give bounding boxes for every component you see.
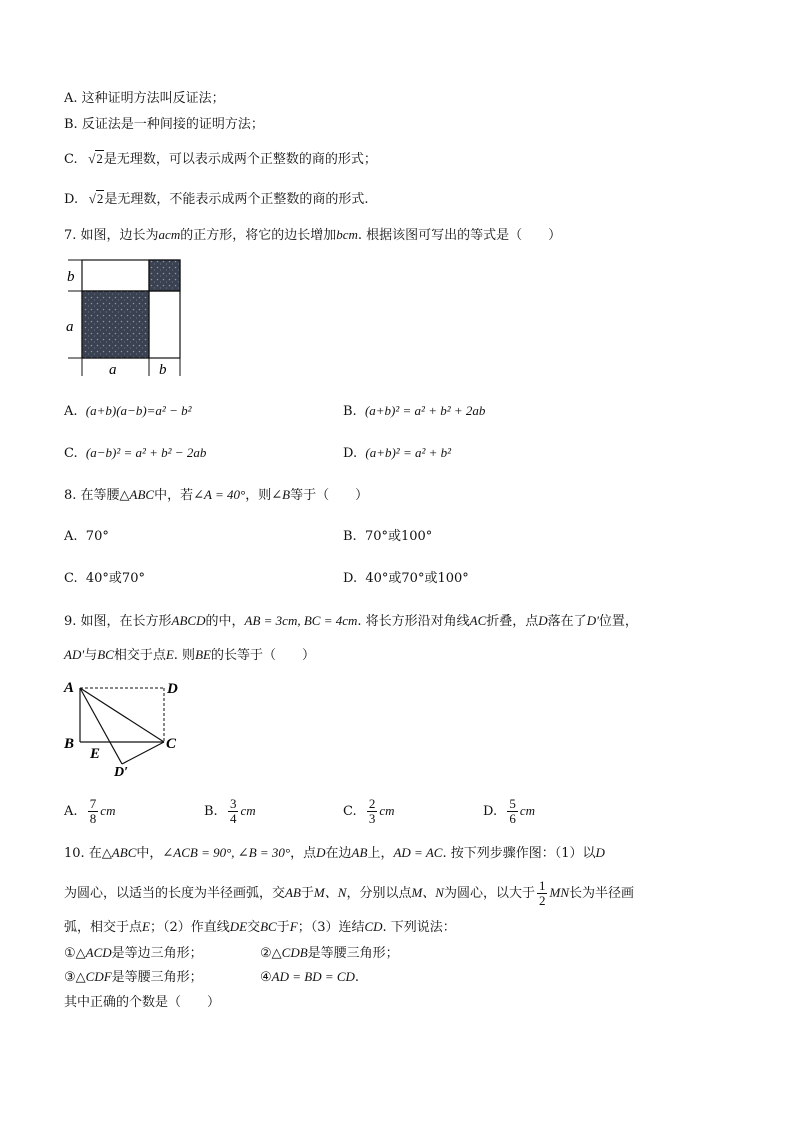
- q9-option-d: D. $\frac{5}{6}$ cm: [483, 796, 536, 826]
- sqrt-symbol: √2: [82, 191, 104, 206]
- option-label: D.: [64, 192, 79, 207]
- q6-option-d: [64, 190, 369, 209]
- q8-option-a: A. 70°: [64, 529, 109, 544]
- q10-statement-4: ④AD = BD = CD.: [260, 969, 360, 985]
- q8-option-c: C. 40°或70°: [64, 571, 145, 586]
- shaded-square-a: [82, 291, 149, 358]
- q7-square-figure: [60, 254, 190, 382]
- label-a-bottom: a: [109, 362, 117, 378]
- label-A: A: [64, 680, 75, 696]
- q6-option-b: B. 反证法是一种间接的证明方法；: [64, 117, 264, 132]
- q7-option-d: D. (a+b)² = a² + b²: [343, 445, 452, 461]
- fraction: $\frac{7}{8}$: [89, 796, 97, 826]
- q9-stem-line1: 9. 如图，在长方形ABCD的中，AB = 3cm, BC = 4cm. 将长方形沿对角线AC折叠，点D落在了D′位置，: [64, 613, 638, 629]
- q10-stem-line1: 10. 在△ABC中，∠ACB = 90°, ∠B = 30°，点D在边AB上，AD = AC. 按下列步骤作图：（1）以D: [64, 845, 605, 861]
- q6-option-c: [64, 150, 377, 169]
- q10-stem-line2: 为圆心，以适当的长度为半径画弧，交AB于M、N，分别以点M、N为圆心，以大于 $\frac{1}{2}$ MN长为半径画: [64, 878, 634, 908]
- label-C: C: [166, 736, 177, 752]
- q8-option-d: D. 40°或70°或100°: [343, 571, 469, 586]
- q7-option-a: A. (a+b)(a−b)=a² − b²: [64, 403, 192, 419]
- q10-statement-3: ③△CDF是等腰三角形；: [64, 969, 203, 985]
- q7-option-b: B. (a+b)² = a² + b² + 2ab: [343, 403, 486, 419]
- q8-option-b: B. 70°或100°: [343, 529, 433, 544]
- sqrt-symbol: √2: [81, 151, 103, 166]
- option-label: C.: [64, 152, 78, 167]
- q7-stem: 7. 如图，边长为acm的正方形，将它的边长增加bcm. 根据该图可写出的等式是（ ）: [64, 227, 562, 243]
- q9-option-a: A. $\frac{7}{8}$ cm: [64, 796, 116, 826]
- q9-option-c: C. $\frac{2}{3}$ cm: [343, 796, 395, 826]
- shaded-square-b: [149, 260, 180, 291]
- label-b-left: b: [67, 269, 75, 285]
- q10-statement-2: ②△CDB是等腰三角形；: [260, 945, 399, 961]
- label-B: B: [64, 736, 75, 752]
- label-E: E: [90, 746, 101, 762]
- option-text: 是无理数，可以表示成两个正整数的商的形式；: [103, 152, 377, 167]
- label-D: D: [167, 681, 178, 697]
- q9-option-b: B. $\frac{3}{4}$ cm: [204, 796, 256, 826]
- q9-rectangle-fold-figure: [60, 676, 190, 780]
- option-text: 是无理数，不能表示成两个正整数的商的形式.: [104, 192, 369, 207]
- fraction: $\frac{5}{6}$: [509, 796, 516, 826]
- fraction: $\frac{3}{4}$: [229, 796, 237, 826]
- q6-option-a: A. 这种证明方法叫反证法；: [64, 91, 225, 106]
- label-b-bottom: b: [159, 362, 167, 378]
- fraction: $\frac{2}{3}$: [368, 796, 376, 826]
- label-a-left: a: [66, 319, 74, 335]
- q8-stem: 8. 在等腰△ABC中，若∠A = 40°，则∠B等于（ ）: [64, 487, 369, 503]
- label-Dprime: D′: [114, 765, 129, 780]
- q7-option-c: C. (a−b)² = a² + b² − 2ab: [64, 445, 207, 461]
- q10-stem-line3: 弧，相交于点E；（2）作直线DE交BC于F；（3）连结CD. 下列说法：: [64, 919, 456, 935]
- q10-last-line: 其中正确的个数是（ ）: [64, 995, 221, 1010]
- fraction-one-half: $\frac{1}{2}$: [538, 878, 546, 908]
- q9-stem-line2: AD′与BC相交于点E. 则BE的长等于（ ）: [64, 647, 315, 663]
- q10-statement-1: ①△ACD是等边三角形；: [64, 945, 203, 961]
